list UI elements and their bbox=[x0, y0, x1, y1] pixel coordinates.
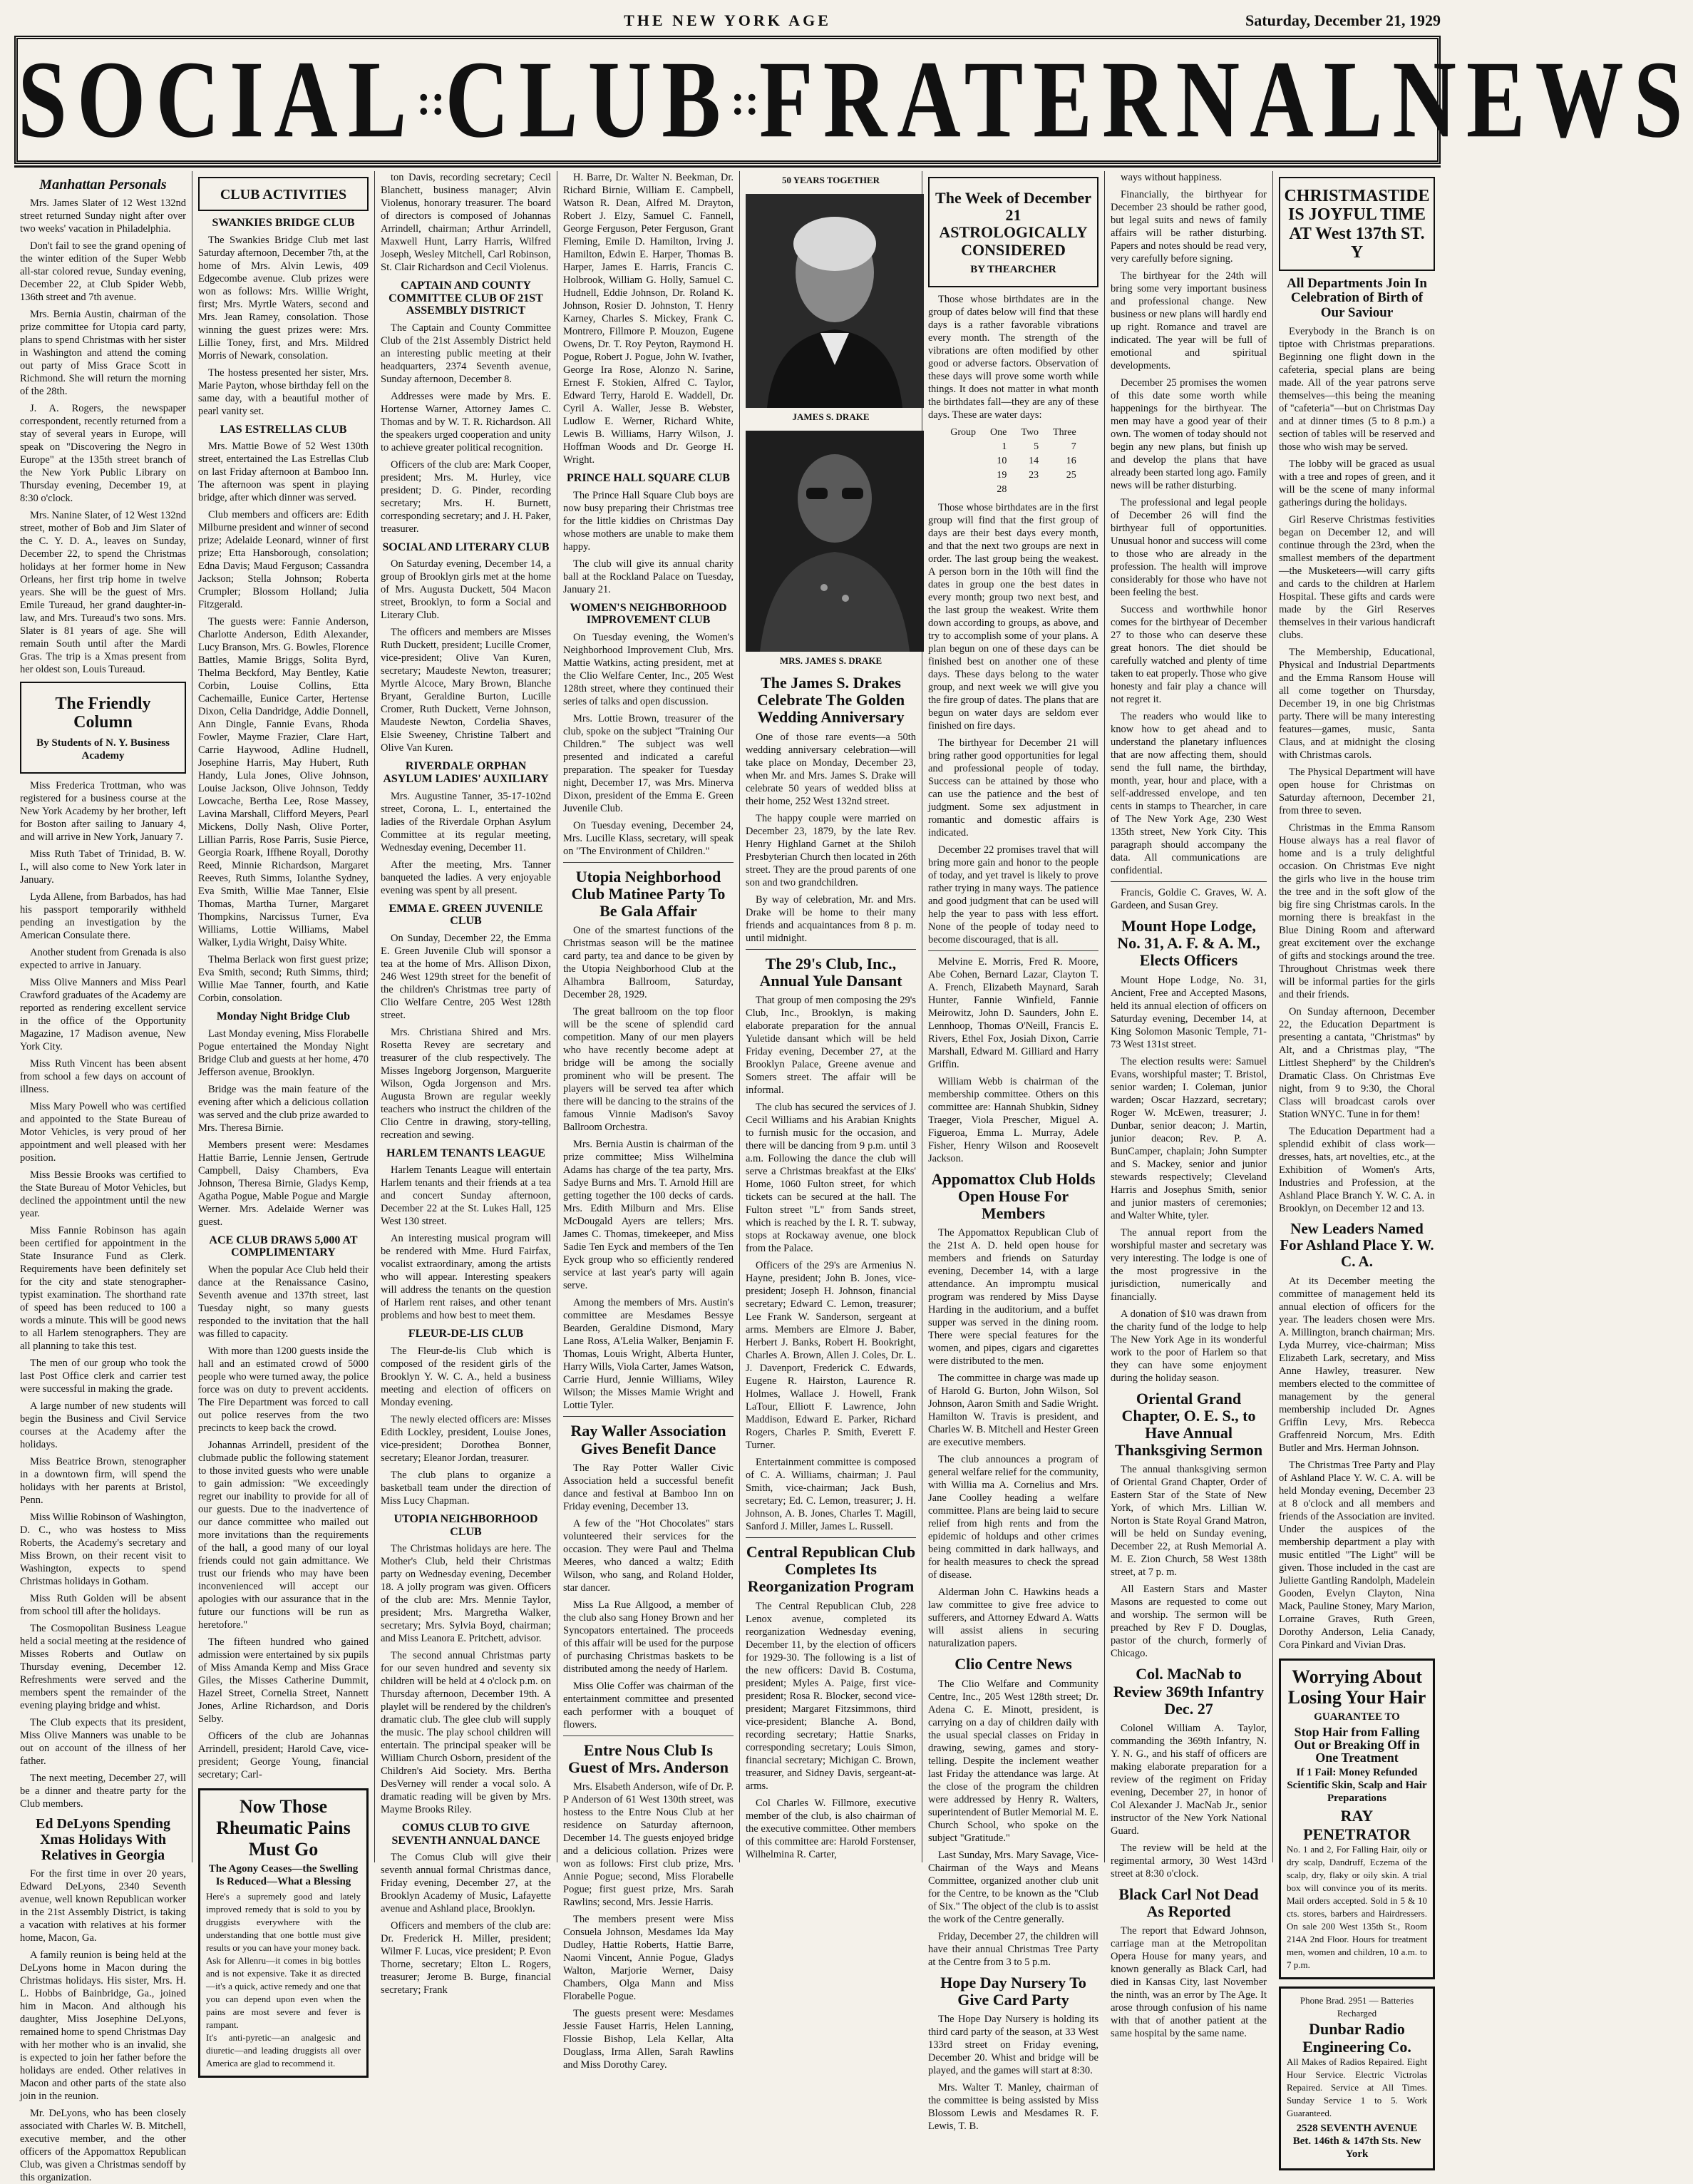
masthead-word-social: SOCIAL bbox=[18, 38, 417, 160]
ad-text: Ask for Allenru—it comes in big bottles and is not expensive. Take it as directed—it's a quick, active remedy and one that you can depend upon even when the pains are most severe and fever is rampant. bbox=[206, 1954, 361, 2030]
headline-appomattox: Appomattox Club Holds Open House For Members bbox=[931, 1169, 1096, 1223]
subhead-ace-club: ACE CLUB DRAWS 5,000 AT COMPLIMENTARY bbox=[209, 1234, 358, 1259]
headline-mount-hope: Mount Hope Lodge, No. 31, A. F. & A. M., Elects Officers bbox=[1117, 917, 1260, 970]
paragraph: The Central Republican Club, 228 Lenox avenue, completed its reorganization Wednesday evening, December 11, by the election of officers for 1929-30. The following is a list of the new officers: David B. Costuma, president; Myles A. Paige, first vice-president; Rosa R. Blocker, second vice-president; Margaret Fitzsimmons, third vice-president; Blanche A. Bond, recording secretary; Hattie Snarks, corresponding secretary; Louis Simon, financial secretary; Michigan C. Brown, treasurer, and Sidney Davis, sergeant-at-arms. bbox=[746, 1600, 916, 1792]
ad-phone: Phone Brad. 2951 — Batteries Recharged bbox=[1300, 1994, 1414, 2019]
paragraph: On Tuesday evening, December 24, Mrs. Lucille Klass, secretary, will speak on "The Environment of Children." bbox=[563, 819, 734, 857]
divider bbox=[746, 949, 916, 950]
paragraph: Among the members of Mrs. Austin's committee are Mesdames Bessye Bearden, Geraldine Dismond, Mary Lane Ross, A'Lelia Walker, Benjamin F. Thomas, Louis Wright, Alberta Hunter, Harry Wills, Viola Carter, James Watson, Carrie Hurd, Jennie Williams, Wiley Wilson; the Misses Mamie Wright and Lottie Tyler. bbox=[563, 1297, 734, 1412]
table-cell: 14 bbox=[1029, 455, 1039, 466]
paragraph: Those whose birthdates are in the first group will find that the first group of days are their best days every month, and that the next two groups are next in order. The last group being the weakest. A person born in the 10th will find the dates in group one the best dates in every month; group two next best, and the last group the weakest. Write them down according to groups, as above, and try to accomplish some of your plans. A plan begun on one of these days can be finished best on another one of these days. These days belong to the water group, and next week we will give you the fire group of dates. The plans that are begun on water days are seldom ever finished on fire days. bbox=[928, 501, 1098, 732]
ad-text: It's anti-pyretic—an analgesic and diuretic—and leading druggists all over America are glad to recommend it. bbox=[206, 2031, 361, 2068]
paragraph: The Clio Welfare and Community Centre, Inc., 205 West 128th street; Dr. Adena C. E. Minott, president, is carrying on a day of children daily with the usual special classes on Friday in drawing, sewing, games and story-telling. Despite the inclement weather last Friday the attendance was large. At the close of the program the children were addressed by Henry R. Walters, superintendent of Butler Memorial M. E. Church School, who spoke on the subject "Gratitude." bbox=[928, 1678, 1098, 1844]
table-cell: 23 bbox=[1029, 469, 1039, 481]
paragraph: The birthyear for the 24th will bring some very important business and professional change. New business or new plans will hardly end up right. Romance and travel are indicated. The year will be full of emotional and spiritual developments. bbox=[1111, 270, 1267, 371]
subhead-fleur-de-lis: FLEUR-DE-LIS CLUB bbox=[408, 1328, 524, 1340]
column-5 bbox=[740, 171, 922, 1862]
divider bbox=[746, 1537, 916, 1538]
paragraph: William Webb is chairman of the membership committee. Others on this committee are: Hannah Shubkin, Sidney Traeger, Viola Prescher, Miguel A. Figueroa, Emma L. Murray, Adele Fisher, Henry Wilson and Roosevelt Jackson. bbox=[928, 1075, 1098, 1164]
paragraph: The great ballroom on the top floor will be the scene of splendid card competition. Many of our men players who have recently become adept at bridge will be among the socially prominent who will be present. The players will be served tea after which there will be dancing to the strains of the famous Vinnie Madison's Savoy Ballroom Orchestra. bbox=[563, 1006, 734, 1134]
paragraph: After the meeting, Mrs. Tanner banqueted the ladies. A very enjoyable evening was spent by all present. bbox=[381, 858, 551, 896]
divider bbox=[1111, 881, 1267, 882]
headline-drakes: The James S. Drakes Celebrate The Golden Wedding Anniversary bbox=[756, 674, 905, 727]
paragraph: The fifteen hundred who gained admission were entertained by six pupils of Miss Amanda Kemp and Miss Grace Giles, the Misses Catherine Dummit, Hazel Street, Cornelia Street, Nannett Jones, Arline Richardson, and Doris Selby. bbox=[198, 1636, 369, 1725]
paragraph: Mrs. Walter T. Manley, chairman of the committee is being assisted by Miss Blossom Lewis and Mesdames R. F. Lewis, T. B. bbox=[928, 2081, 1098, 2132]
column-4 bbox=[557, 171, 740, 2071]
table-header-row bbox=[943, 426, 1083, 440]
paragraph: For the first time in over 20 years, Edward DeLyons, 2340 Seventh avenue, well known Republican worker in the 21st Assembly District, is taking a vacation with relatives at his former home, Macon, Ga. bbox=[20, 1867, 186, 1944]
table-cell bbox=[943, 468, 983, 483]
photo-header: 50 YEARS TOGETHER bbox=[781, 175, 880, 185]
rheumatic-ad bbox=[198, 1788, 369, 2078]
paragraph: Johannas Arrindell, president of the clubmade public the following statement to those invited guests who were unable to gain admission: "We exceedingly regret our inability to provide for all of our guests. Due to the inadvertence of our dance committee who mailed out more invitations than the requirements of the hall, a good many of our loyal friends could not gain admittance. We trust our friends who may have been inconvenienced will accept our apologies with our assurance that in the future our functions will be run as heretofore." bbox=[198, 1439, 369, 1631]
headline-astrology: The Week of December 21 ASTROLOGICALLY CONSIDERED bbox=[935, 189, 1091, 259]
paragraph: The committee in charge was made up of Harold G. Burton, John Wilson, Sol Johnson, Aaron Smith and Sadie Wright. Hamilton W. Travis is president, and Charles W. B. Mitchell and Hester Green are executive members. bbox=[928, 1373, 1098, 1449]
paragraph: The professional and legal people of December 26 will find the birthyear full of opportunities. Unusual honor and success will come to those who are already in the profession. The health will improve considerably for those who have not been feeling the best. bbox=[1111, 497, 1267, 598]
table-header-cell: Three bbox=[1053, 426, 1076, 438]
portrait-photo-james-drake bbox=[746, 194, 924, 408]
paragraph: Col Charles W. Fillmore, executive member of the club, is also chairman of the executive committee. Other members of this committee are: Harold Forstenser, Wilhelmina R. Carter, bbox=[746, 1797, 916, 1860]
paragraph: Bridge was the main feature of the evening after which a delicious collation was served and the club prize awarded to Mrs. Theresa Birnie. bbox=[198, 1083, 369, 1134]
paragraph: The Physical Department will have open house for Christmas on Saturday afternoon, December 21, from three to seven. bbox=[1279, 767, 1435, 817]
paragraph: The Captain and County Committee Club of the 21st Assembly District held an interesting public meeting at their headquarters, 2374 Seventh avenue, Sunday afternoon, December 8. bbox=[381, 322, 551, 385]
paragraph: J. A. Rogers, the newspaper correspondent, recently returned from a stay of several years in Europe, will speak on "Discovering the Negro in Europe" at the 135th street branch of the New York Public Library on Thursday evening, December 19, at 8:30 o'clock. bbox=[20, 403, 186, 504]
paragraph: Thelma Berlack won first guest prize; Eva Smith, second; Ruth Simms, third; Willie Mae Tanner, fourth, and Katie Corbin, consolation. bbox=[198, 954, 369, 1005]
paragraph: The club will give its annual charity ball at the Rockland Palace on Tuesday, January 21. bbox=[563, 558, 734, 595]
paragraph: Officers of the club are: Mark Cooper, president; Mrs. M. Hurley, vice president; D. G. Pinder, recording secretary; Mrs. H. Burnett, corresponding secretary; and J. H. Paker, treasurer. bbox=[381, 458, 551, 535]
table-header-cell: Group bbox=[950, 426, 977, 438]
paragraph: H. Barre, Dr. Walter N. Beekman, Dr. Richard Birnie, William E. Campbell, Watson R. Dean, Alfred M. Drayton, Robert J. Elzy, Samuel C. Fannell, George Ferguson, Peter Ferguson, Grant Fleming, Emile D. Hamilton, Irving J. Hamilton, Edwin E. Harper, Thomas B. Harper, James E. Harris, Francis C. Holbrook, William G. Holly, Samuel C. Hudnell, Eddie Johnson, Dr. Roland K. Johnson, Rosier D. Johnston, T. Henry Karney, Charles S. Mickey, Frank C. Montrero, Fillmore P. Mouzon, Eugene Owens, Dr. T. Roy Peyton, Raymond H. Pogue, Robert J. Pogue, John W. Ivather, George Ira Rose, Alonzo N. Sarine, Ernest F. Stokien, Alfred C. Taylor, Edward Terry, Harold E. Waddell, Dr. Cyril A. Waller, Jesse B. Webster, Ludlow E. Werner, Richard White, Lewis B. Williams, Harry Wilson, J. Hoffman Woods and Dr. George H. Wright. bbox=[563, 172, 734, 466]
headline-clio-centre: Clio Centre News bbox=[954, 1655, 1072, 1673]
paragraph: The Ray Potter Waller Civic Association held a successful benefit dance and festival at Bamboo Inn on Friday evening, December 13. bbox=[563, 1462, 734, 1512]
column-3 bbox=[375, 171, 557, 1996]
paragraph: The review will be held at the regimental armory, 30 West 143rd street at 8:30 o'clock. bbox=[1111, 1842, 1267, 1880]
headline-macnab: Col. MacNab to Review 369th Infantry Dec. 27 bbox=[1113, 1665, 1265, 1718]
paragraph: Harlem Tenants League will entertain Harlem tenants and their friends at a tea and concert Sunday afternoon, December 22 at the St. Lukes Hall, 125 West 130 street. bbox=[381, 1164, 551, 1228]
column-2 bbox=[192, 171, 375, 2068]
headline-entre-nous: Entre Nous Club Is Guest of Mrs. Anderson bbox=[568, 1740, 729, 1776]
paragraph: One of those rare events—a 50th wedding anniversary celebration—will take place on Monday, December 23, when Mr. and Mrs. James S. Drake will celebrate 50 years of wedded bliss at their home, 252 West 132nd street. bbox=[746, 731, 916, 807]
ad-headline: Now Those Rheumatic Pains Must Go bbox=[216, 1795, 351, 1860]
paragraph: The second annual Christmas party for our seven hundred and seventy six children will be held at 4 o'clock p.m. on Thursday afternoon, December 19th. A playlet will be rendered by the children's dramatic club. The glee club will supply the music. The play school children will entertain. The principal speaker will be William Church Osborn, president of the Children's Aid Society. Mrs. Bertha DesVerney will render a vocal solo. A dramatic reading will be given by Mrs. Mayme Brooks Riley. bbox=[381, 1650, 551, 1816]
paragraph: The happy couple were married on December 23, 1879, by the late Rev. Henry Highland Garnet at the Shiloh Presbyterian Church then located in 26th street. They are the proud parents of one son and two grandchildren. bbox=[746, 812, 916, 888]
headline-club-activities: CLUB ACTIVITIES bbox=[220, 187, 347, 202]
paragraph: On Tuesday evening, the Women's Neighborhood Improvement Club, Mrs. Mattie Watkins, acting president, met at the Clio Welfare Center, Inc., 205 West 128th street, where they continued their series of talks and open discussion. bbox=[563, 631, 734, 707]
ad-text: No. 1 and 2, For Falling Hair, oily or dry scalp, Dandruff, Eczema of the scalp, dry, flaky or oily skin. A trial box will convince you of its merits. Mail orders accepted. Sold in 5 & 10 cts. stores, barbers and Hairdressers. On sale 200 West 135th St., Room 214A 2nd Floor. Hours for treatment men, women and children, 10 a.m. to 7 p.m. bbox=[1287, 1843, 1427, 1970]
table-row bbox=[943, 440, 1083, 454]
column-1 bbox=[14, 171, 192, 2183]
table-cell: 5 bbox=[1034, 441, 1039, 452]
paragraph: Last Sunday, Mrs. Mary Savage, Vice-Chairman of the Ways and Means Committee, organized another club unit for the Centre, to be known as the "Club of Six." The object of the club is to assist the work of the Centre generally. bbox=[928, 1849, 1098, 1925]
subhead-comus: COMUS CLUB TO GIVE SEVENTH ANNUAL DANCE bbox=[391, 1822, 540, 1847]
paragraph: A few of the "Hot Chocolates" stars volunteered their services for the occasion. They were Paul and Thelma Meeres, who danced a waltz; Edith Wilson, who sang, and Roland Holder, star dancer. bbox=[563, 1517, 734, 1594]
paragraph: On Sunday afternoon, December 22, the Education Department is presenting a cantata, "Christmas" by Alt, and a Christmas play, "The Littlest Shepherd" by the Children's Dramatic Class. On Christmas Eve night, from 9 to 9:30, the Choral Class will broadcast carols over Station WNYC. Tune in for them! bbox=[1279, 1006, 1435, 1121]
paragraph: The guests present were: Mesdames Jessie Fauset Harris, Helen Lanning, Flossie Bishop, Lela Kellar, Alta Douglass, Irma Allen, Sarah Rawlins and Miss Dorothy Carey. bbox=[563, 2008, 734, 2071]
paragraph: A family reunion is being held at the DeLyons home in Macon during the Christmas holidays. His sister, Mrs. H. L. Hobbs of Bainbridge, Ga., joined him in Macon. And although his daughter, Miss Josephine DeLyons, remained home to spend Christmas Day with her mother who is an invalid, she is expected to join her father before the holidays are ended. Other relatives in Macon and other parts of the state also join in the reunion. bbox=[20, 1949, 186, 2102]
paragraph: With more than 1200 guests inside the hall and an estimated crowd of 5000 people who were turned away, the police force was on duty to prevent accidents. The Fire Department was forced to call out police reserves from the two precincts to keep back the crowd. bbox=[198, 1345, 369, 1434]
paragraph: Members present were: Mesdames Hattie Barrie, Lennie Jensen, Gertrude Campbell, Daisy Chambers, Eva Johnson, Theresa Birnie, Gladys Kemp, Agatha Pogue, Mable Pogue and Margie Werner. Mrs. Adelaide Werner was guest. bbox=[198, 1139, 369, 1228]
masthead-separator: :: bbox=[416, 76, 446, 123]
subhead-social-literary: SOCIAL AND LITERARY CLUB bbox=[382, 540, 550, 553]
paragraph: December 25 promises the women of this date some worth while happenings for the birthyear. The men may have a good year of their own. The women of today should not begin any new plans, but finish up and develop the plans that have already been started long ago. Family news will be rather disturbing. bbox=[1111, 377, 1267, 491]
paragraph: The lobby will be graced as usual with a tree and ropes of green, and it will be the scene of many informal gatherings during the holidays. bbox=[1279, 458, 1435, 509]
paragraph: The Swankies Bridge Club met last Saturday afternoon, December 7th, at the home of Mrs. Alvin Lewis, 409 Edgecombe avenue. Club prizes were won as follows: Mrs. Willie Wright, first; Mrs. Myrtle Waters, second and Mrs. Jean Ramey, consolation. Those winning the guest prizes were: Mrs. Lillie Toney, first, and Mrs. Mildred Morris of Newark, consolation. bbox=[198, 234, 369, 362]
paragraph: At its December meeting the committee of management held its annual election of officers for the year. The leaders chosen were Mrs. A. Millington, branch chairman; Mrs. Lyda Murrey, vice-chairman; Miss Elizabeth Lark, secretary, and Miss Anne Hawley, treasurer. New members elected to the committee of management by the general membership included Dr. Agnes Griffin Levy, Mrs. Rebecca Graffenreid Norcum, Mrs. Edith Butler and Mrs. Herman Johnson. bbox=[1279, 1275, 1435, 1454]
table-row bbox=[943, 454, 1083, 468]
paragraph: Mrs. Nanine Slater, of 12 West 132nd street, mother of Bob and Jim Slater of the C. Y. D. A., leaves on Sunday, December 22, to spend the Christmas holidays at her former home in New Orleans, her first trip home in twelve years. She will be the guest of Mrs. Emile Tureaud, her grand daughter-in-law, and Mrs. Tureaud's two sons. Mrs. Slater is 81 years of age. She will remain South until after the Mardi Gras. The trip is a Xmas present from her oldest son, Louis Tureaud. bbox=[20, 510, 186, 675]
paragraph: The club has secured the services of J. Cecil Williams and his Arabian Knights to furnish music for the occasion, and there will be dancing from 9 p.m. until 3 a.m. Following the dance the club will serve a Christmas breakfast at the Elks' Home, 1060 Fulton street, for which tickets can be secured at the hall. The Fulton street "L" from Sands street, which is reached by the I. R. T. subway, stops at Rockaway avenue, one block from the Palace. bbox=[746, 1101, 916, 1254]
paragraph: The annual report from the worshipful master and secretary was very interesting. The lodge is one of the most progressive in the jurisdiction, numerically and financially. bbox=[1111, 1226, 1267, 1303]
photo-caption: JAMES S. DRAKE bbox=[792, 411, 870, 422]
table-row bbox=[943, 483, 1083, 497]
headline-oriental-chapter: Oriental Grand Chapter, O. E. S., to Have Annual Thanksgiving Sermon bbox=[1114, 1389, 1263, 1460]
paragraph: Mrs. Bernia Austin, chairman of the prize committee for Utopia card party, plans to spend Christmas with her sister in Washington and attend the coming out party of Miss Grace Scott in Richmond. She will return the morning of the 28th. bbox=[20, 309, 186, 397]
friendly-column-box bbox=[20, 682, 186, 774]
masthead-word-news: NEWS bbox=[1392, 38, 1693, 160]
table-cell: 1 bbox=[1002, 441, 1007, 452]
column-8 bbox=[1273, 171, 1441, 2160]
headline-29s-club: The 29's Club, Inc., Annual Yule Dansant bbox=[759, 954, 902, 990]
table-cell bbox=[943, 454, 983, 468]
photo-caption: MRS. JAMES S. DRAKE bbox=[779, 655, 882, 666]
headline-central-republican: Central Republican Club Completes Its Reorganization Program bbox=[746, 1542, 916, 1596]
divider bbox=[563, 1416, 734, 1417]
ad-line: GUARANTEE TO bbox=[1314, 1711, 1400, 1723]
ad-subhead: The Agony Ceases—the Swelling Is Reduced—What a Blessing bbox=[208, 1862, 359, 1887]
paragraph: One of the smartest functions of the Christmas season will be the matinee card party, tea and dance to be given by the Utopia Neighborhood Club at the Alhambra Ballroom, Saturday, December 28, 1929. bbox=[563, 925, 734, 1001]
headline-ray-waller: Ray Waller Association Gives Benefit Dance bbox=[570, 1422, 726, 1457]
ad-product-name: RAY PENETRATOR bbox=[1303, 1807, 1411, 1843]
portrait-image bbox=[746, 431, 924, 652]
ad-headline: Worrying About Losing Your Hair bbox=[1287, 1666, 1426, 1708]
astrology-box bbox=[928, 177, 1098, 287]
paragraph: Mount Hope Lodge, No. 31, Ancient, Free and Accepted Masons, held its annual election of officers on Saturday evening, December 14, at King Solomon Masonic Temple, 71-73 West 131st street. bbox=[1111, 974, 1267, 1050]
paragraph: Those whose birthdates are in the group of dates below will find that these days is a rather favorable vibrations every month. The strength of the vibrations are often modified by other good or adverse factors. Observation of these days will prove some worth while things. It does not matter in what month the birthdates fall—they are any of these days. These are water days: bbox=[928, 293, 1098, 421]
table-cell bbox=[1014, 483, 1046, 497]
paragraph: Miss Willie Robinson of Washington, D. C., who was hostess to Miss Roberts, the Academy's secretary and Miss Brown, on their recent visit to Washington, expects to spend Christmas holidays in Gotham. bbox=[20, 1511, 186, 1587]
paragraph: Mr. DeLyons, who has been closely associated with Charles W. B. Mitchell, executive member, and the other officers of the Appomattox Republican Club, was given a Christmas sendoff by this organization. bbox=[20, 2107, 186, 2183]
subhead-estrellas: LAS ESTRELLAS CLUB bbox=[220, 423, 347, 436]
paragraph: Lyda Allene, from Barbados, has had his passport temporarily withheld pending an investigation by the American Consulate there. bbox=[20, 891, 186, 941]
headline-utopia-matinee: Utopia Neighborhood Club Matinee Party To Be Gala Affair bbox=[571, 867, 726, 921]
paragraph: The birthyear for December 21 will bring rather good opportunities for legal and professional people of today. Success can be attained by those who can use the patience and the best of judgment. Some sex adjustment in romantic and domestic affairs is indicated. bbox=[928, 737, 1098, 839]
headline-christmastide: CHRISTMASTIDE IS JOYFUL TIME AT West 137th ST. Y bbox=[1284, 187, 1430, 262]
paragraph: December 22 promises travel that will bring more gain and honor to the people of today, and yet travel is likely to prove rather trying in many ways. The patience and good judgment that can be used will help the year to pass with less effort. None of the people of today need to become discouraged, that is all. bbox=[928, 844, 1098, 945]
paragraph: Mrs. Augustine Tanner, 35-17-102nd street, Corona, L. I., entertained the ladies of the Riverdale Orphan Asylum Committee at its regular meeting, Wednesday evening, December 11. bbox=[381, 790, 551, 853]
paragraph: The hostess presented her sister, Mrs. Marie Payton, whose birthday fell on the same day, with a beautiful mother of pearl vanity set. bbox=[198, 366, 369, 417]
paragraph: The readers who would like to know how to get ahead and to understand the planetary influences that are now affecting them, should send the full name, the birthday, month, year, hour and place, with a self-addressed envelope, and ten cents in stamps to Thearcher, in care of The New York Age, 230 West 135th street, New York City. This paragraph should accompany the data. All communications are confidential. bbox=[1111, 711, 1267, 876]
masthead-separator: :: bbox=[730, 76, 759, 123]
divider bbox=[928, 950, 1098, 951]
ad-line: If 1 Fail: Money Refunded Scientific Skin, Scalp and Hair Preparations bbox=[1287, 1767, 1427, 1805]
masthead-rule bbox=[14, 165, 1441, 168]
paragraph: Mrs. Bernia Austin is chairman of the prize committee; Miss Wilhelmina Adams has charge of the tea party, Mrs. Sadye Burns and Mrs. T. Arnold Hill are getting together the 100 decks of cards. Mrs. Edith Milburn and Mrs. Elise McDougald Ayers are tellers; Mrs. James C. Thomas, timekeeper, and Miss Sadie Ten Eyck and members of the Ten Eyck group who so efficiently rendered service at last year's party will again serve. bbox=[563, 1139, 734, 1292]
headline-delyons: Ed DeLyons Spending Xmas Holidays With Relatives in Georgia bbox=[36, 1815, 170, 1863]
paragraph: The officers and members are Misses Ruth Duckett, president; Lucille Cromer, vice-president; Olive Van Kuren, secretary; Maudeste Newton, treasurer; Myrtle Alcoce, Mary Brown, Blanche Bryant, Geraldine Burton, Lucille Cromer, Ruth Duckett, Verne Johnson, Maudeste Newton, Cordelia Shaves, Elsie Sweeney, Christine Talbert and Olive Van Kuren. bbox=[381, 627, 551, 754]
headline-ashland-place: New Leaders Named For Ashland Place Y. W. C. A. bbox=[1280, 1220, 1434, 1271]
issue-date: Saturday, December 21, 1929 bbox=[1245, 11, 1441, 29]
paragraph: The annual thanksgiving sermon of Oriental Grand Chapter, Order of Eastern Star of the State of New York, of which Mrs. Lillian W. Norton is State Royal Grand Matron, will be held on Sunday evening, December 22, at Rush Memorial A. M. E. Zion Church, 58 West 138th street, at 7 p. m. bbox=[1111, 1464, 1267, 1579]
ad-line: Stop Hair from Falling Out or Breaking Off in One Treatment bbox=[1294, 1725, 1420, 1765]
paragraph: Mrs. Mattie Bowe of 52 West 130th street, entertained the Las Estrellas Club on last Friday afternoon at Bamboo Inn. The afternoon was spent in playing bridge, after which dinner was served. bbox=[198, 441, 369, 504]
ad-text: Here's a supremely good and lately improved remedy that is sold to you by druggists everywhere with the understanding that one bottle must give results or you can have your money back. bbox=[206, 1890, 361, 1953]
table-cell bbox=[943, 440, 983, 454]
ad-address: 2528 SEVENTH AVENUE Bet. 146th & 147th Sts. New York bbox=[1292, 2123, 1421, 2160]
paragraph: Mrs. Lottie Brown, treasurer of the club, spoke on the subject "Training Our Children." The subject was well presented and indicated a careful preparation. The speaker for Tuesday night, December 17, was Mrs. Minerva Dixon, president of the Emma E. Green Juvenile Club. bbox=[563, 712, 734, 814]
table-cell: 25 bbox=[1066, 469, 1076, 481]
paragraph: Officers of the 29's are Armenius N. Hayne, president; John B. Jones, vice-president; Joseph H. Johnson, financial secretary; Edward C. Lemon, treasurer; Lee Frank W. Sanderson, sergeant at arms. Members are Elmore J. Baber, Herbert J. Banks, Robert H. Bookright, Charles A. Brown, Allen J. Coles, Dr. L. J. Davenport, Frederick C. Edwards, Eugene R. Hairston, Laurence R. Holmes, Wallace J. Howell, Frank LaTour, Elliott F. Lawrence, John Maddison, Edward E. Parker, Richard Rogers, Charles P. Smith, Everett F. Turner. bbox=[746, 1259, 916, 1451]
club-activities-box bbox=[198, 177, 369, 211]
paragraph: Miss Ruth Golden will be absent from school till after the holidays. bbox=[20, 1592, 186, 1617]
paragraph: Officers and members of the club are: Dr. Frederick H. Miller, president; Wilmer F. Lucas, vice president; P. Evon Thorne, secretary; Elton L. Rogers, treasurer; Jerome B. Burge, financial secretary; Frank bbox=[381, 1920, 551, 1996]
table-cell: 19 bbox=[997, 469, 1007, 481]
paragraph: The Comus Club will give their seventh annual formal Christmas dance, Friday evening, December 27, at the Brooklyn Academy of Music, Lafayette avenue and Ashland place, Brooklyn. bbox=[381, 1852, 551, 1915]
paragraph: By way of celebration, Mr. and Mrs. Drake will be home to their many friends and acquaintances from 8 p. m. until midnight. bbox=[746, 893, 916, 944]
subhead-captain-county: CAPTAIN AND COUNTY COMMITTEE CLUB OF 21ST ASSEMBLY DISTRICT bbox=[388, 280, 543, 317]
paragraph: Entertainment committee is composed of C. A. Williams, chairman; J. Paul Smith, vice-chairman; Jack Bush, secretary; Ed. C. Lemon, treasurer; J. H. Johnson, A. B. Jones, Charles T. Magill, Sanford J. Miller, James L. Russell. bbox=[746, 1456, 916, 1532]
ad-text: All Makes of Radios Repaired. Eight Hour Service. Electric Victrolas Repaired. Service at All Times. Sunday Service 1 to 5. Work Guaranteed. bbox=[1287, 2056, 1427, 2119]
paragraph: Everybody in the Branch is on tiptoe with Christmas preparations. Beginning one flight down in the cafeteria, special plans are being made. All of the year patrons serve themselves—this being the meaning of "cafeteria"—but on Christmas Day and at dinner times (5 to 8 p.m.) a section of tables will be reserved and those who wish may be served. bbox=[1279, 326, 1435, 453]
paragraph: The guests were: Fannie Anderson, Charlotte Anderson, Edith Alexander, Lucy Branson, Mrs. G. Bowles, Florence Battles, Mamie Briggs, Solita Byrd, Thelma Beckford, May Bentley, Katie Corbin, Louise Collins, Etta Cachemaille, Eunice Carter, Hertense Dixon, Celia Dandridge, Addie Donnell, Ann Dingle, Fannie Evans, Rhoda Fowler, Mayme Frazier, Clare Hart, Carrie Haywood, Adline Hudnell, Josephine Harris, May Hubert, Ruth Handy, Lula Jones, Olive Johnson, Louise Jackson, Olive Johnson, Teddy Lowcache, Bertha Lee, Rose Massey, Lavina Marshall, Clifford Meyers, Pearl Mickens, Dolly Nash, Olive Porter, Lillian Parris, Rose Parris, Susie Pierce, Georgia Roark, Iffhene Royall, Dorothy Reed, Minnie Richardson, Margaret Reeves, Ruth Simms, Iolanthe Sydney, Eva Smith, Willie Mae Tanner, Elsie Thomas, Martha Turner, Margaret Thompkins, Narcissus Turner, Eva Williams, Lottie Williams, Mabel Walker, Lydia Wright, Daisy White. bbox=[198, 616, 369, 949]
table-cell bbox=[943, 483, 983, 497]
running-head bbox=[14, 6, 1441, 34]
paragraph: The Membership, Educational, Physical and Industrial Departments and the Emma Ransom House will all come together on Thursday, December 19, in one big Christmas party. There will be many interesting features—games, music, Santa Claus, and at midnight the closing with Christmas carols. bbox=[1279, 647, 1435, 762]
table-row bbox=[943, 468, 1083, 483]
table-cell bbox=[1046, 483, 1084, 497]
paragraph: Miss Ruth Tabet of Trinidad, B. W. I., will also come to New York later in January. bbox=[20, 848, 186, 886]
masthead-word-fraternal: FRATERNAL bbox=[758, 38, 1393, 160]
paragraph: The club plans to organize a basketball team under the direction of Miss Lucy Chapman. bbox=[381, 1469, 551, 1507]
paragraph: ton Davis, recording secretary; Cecil Blanchett, business manager; Alvin Violenus, honorary treasurer. The board of directors is composed of Johannas Arrindell, chairman; Arthur Arrindell, Maxwell Hunt, Larry Harris, Wilfred Joseph, Wesley Mitchell, Carl Robinson, St. Clair Richardson and Cecil Violenus. bbox=[381, 172, 551, 273]
paragraph: All Eastern Stars and Master Masons are requested to come out and worship. The sermon will be preached by Rev F D. Douglas, pastor of the church, formerly of Chicago. bbox=[1111, 1584, 1267, 1660]
table-header-cell: Two bbox=[1021, 426, 1039, 438]
paragraph: ways without happiness. bbox=[1121, 172, 1223, 183]
paragraph: Miss Frederica Trottman, who was registered for a business course at the New York Academy by her brother, left for Boston after sailing to January 4, and will arrive in New York, January 7. bbox=[20, 779, 186, 843]
subhead-riverdale: RIVERDALE ORPHAN ASYLUM LADIES' AUXILIARY bbox=[383, 760, 549, 785]
paragraph: Alderman John C. Hawkins heads a law committee to give free advice to sufferers, and Attorney Edward A. Watts will assist aliens in securing naturalization papers. bbox=[928, 1586, 1098, 1650]
masthead bbox=[14, 36, 1693, 164]
paragraph: Miss Mary Powell who was certified and appointed to the State Bureau of Motor Vehicles, is very proud of her appointment and well pleased with her position. bbox=[20, 1100, 186, 1164]
paragraph: Club members and officers are: Edith Milburne president and winner of second prize; Adelaide Leonard, winner of first prize; Etta Hansborough, consolation; Edna Davis; Maud Ferguson; Cassandra Jackson; Stella Johnson; Roberta Crumpler; Blossom Holland; Julia Fitzgerald. bbox=[198, 509, 369, 611]
paragraph: The members present were Miss Consuela Johnson, Mesdames Ida May Dudley, Hattie Roberts, Hattie Barre, Naomi Vincent, Annie Pogue, Gladys Walton, Marjorie Werner, Daisy Chambers, Olga Mann and Miss Florabelle Pogue. bbox=[563, 1914, 734, 2003]
byline: BY THEARCHER bbox=[970, 263, 1056, 275]
paragraph: Officers of the club are Johannas Arrindell, president; Harold Cave, vice-president; George Young, financial secretary; Carl- bbox=[198, 1730, 369, 1780]
paragraph: Addresses were made by Mrs. E. Hortense Warner, Attorney James C. Thomas and by W. T. R. Richardson. All the speakers urged cooperation and unity to achieve greater political recognition. bbox=[381, 390, 551, 453]
paragraph: The Christmas holidays are here. The Mother's Club, held their Christmas party on Wednesday evening, December 18. A jolly program was given. Officers of the club are: Mrs. Mennie Taylor, president; Mrs. Margretha Walker, secretary; Mrs. Sylvia Boyd, chairman; and Miss Leanora E. Pritchett, advisor. bbox=[381, 1543, 551, 1645]
paragraph: The next meeting, December 27, will be a dinner and theatre party for the Club members. bbox=[20, 1772, 186, 1810]
paragraph: The report that Edward Johnson, carriage man at the Metropolitan Opera House for many years, and known generally as Black Carl, had died in Kansas City, last November the ninth, was an error by The Age. It arose through confusion of his name with that of another patient at the same hospital by the same name. bbox=[1111, 1925, 1267, 2040]
table-cell: 10 bbox=[997, 455, 1007, 466]
water-days-table bbox=[943, 426, 1083, 497]
table-cell: 28 bbox=[997, 483, 1007, 495]
paragraph: Melvine E. Morris, Fred R. Moore, Abe Cohen, Bernard Lazar, Clayton T. A. French, Elizabeth Maynard, Sarah Hunter, Fannie Winfield, Fannie Meirowitz, John D. Saunders, John E. Lennhoop, Thomas O'Neill, Francis E. Rivers, Ethel Fox, Josiah Dixon, Carrie Marshall, Edward M. Gilliard and Harry Griffin. bbox=[928, 955, 1098, 1070]
paragraph: Mrs. Christiana Shired and Mrs. Rosetta Revey are secretary and treasurer of the club respectively. The Misses Ingeborg Jorgenson, Marguerite Wilson, Ogda Jorgenson and Mrs. Augusta Brown are regular weekly teachers who instruct the children of the Clio Centre in drawing, story-telling, recreation and sewing. bbox=[381, 1026, 551, 1141]
paragraph: Christmas in the Emma Ransom House always has a real flavor of home and is a truly delightful occasion. On Christmas Eve night the girls who live in the house trim the tree and in the soft glow of the big fire sing Christmas carols. In the morning there is breakfast in the Blue Dining Room and afterward great excitement over the exchange of gifts and stockings around the tree. Throughout Christmas week there will be informal parties for the girls and their friends. bbox=[1279, 822, 1435, 1001]
table-header-cell: One bbox=[990, 426, 1007, 438]
paragraph: Miss Olie Coffer was chairman of the entertainment committee and presented each performer with a bouquet of flowers. bbox=[563, 1680, 734, 1731]
paragraph: Miss Bessie Brooks was certified to the State Bureau of Motor Vehicles, but declined the appointment until the new year. bbox=[20, 1169, 186, 1219]
paragraph: The Christmas Tree Party and Play of Ashland Place Y. W. C. A. will be held Monday evening, December 23 at 8 o'clock and all members and friends of the Association are invited. Under the auspices of the membership department a play with music entitled "The Light" will be given. Those included in the cast are Juliette Gantling Randolph, Madelein Gooden, Evelyn Clayton, Nina Mack, Pauline Stoney, Mary Marion, Lorraine Graves, Ruth Green, Dorothy Anderson, Lelia Canady, Cora Pinkard and Vivian Dras. bbox=[1279, 1459, 1435, 1651]
column-6 bbox=[922, 171, 1105, 2132]
masthead-word-club: CLUB bbox=[445, 38, 731, 160]
headline-black-carl: Black Carl Not Dead As Reported bbox=[1118, 1885, 1259, 1921]
paragraph: An interesting musical program will be rendered with Mme. Hurd Fairfax, vocalist extraordinary, among the artists who will appear. Interesting speakers will address the tenants on the question of Harlem rent raises, and other tenant problems and how best to meet them. bbox=[381, 1233, 551, 1322]
paragraph: On Sunday, December 22, the Emma E. Green Juvenile Club will sponsor a tea at the home of Mrs. Allison Dixon, 246 West 129th street for the benefit of the children's Christmas tree party of Clio Welfare Centre, 205 West 128th street. bbox=[381, 932, 551, 1021]
paragraph: The Club expects that its president, Miss Olive Manners was unable to be out on account of the illness of her father. bbox=[20, 1716, 186, 1767]
headline-hope-nursery: Hope Day Nursery To Give Card Party bbox=[940, 1973, 1086, 2009]
paragraph: Colonel William A. Taylor, commanding the 369th Infantry, N. Y. N. G., and his staff of officers are making elaborate preparation for a review of the regiment on Friday evening, December 27, in honor of Col Alexander J. MacNab Jr., senior instructor of the New York National Guard. bbox=[1111, 1722, 1267, 1837]
paragraph: The club announces a program of general welfare relief for the community, with Willia ma A. Cornelius and Mrs. Jane Coolley heading a welfare committee. Plans are being laid to secure relief from high rents and from the epidemic of holdups and other crimes being committed in dark hallways, and for health measures to check the spread of disease. bbox=[928, 1454, 1098, 1581]
paragraph: Mrs. Elsabeth Anderson, wife of Dr. P. P Anderson of 61 West 130th street, was hostess to the Entre Nous Club at her residence on Saturday afternoon, December 14. The guests enjoyed bridge and a delicious collation. Prizes were won as follows: First club prize, Mrs. Annie Pogue; second, Miss Florabelle Pogue; first guest prize, Mrs. Sarah Rawlins; second, Mrs. Jessie Harris. bbox=[563, 1781, 734, 1909]
paragraph: Don't fail to see the grand opening of the winter edition of the Super Webb all-star colored revue, Sunday evening, December 22, at Club Spider Webb, 136th street and 7th avenue. bbox=[20, 240, 186, 303]
subhead-monday-bridge: Monday Night Bridge Club bbox=[216, 1010, 351, 1023]
paragraph: The election results were: Samuel Evans, worshipful master; T. Bristol, senior warden; I. Coleman, junior warden; Oscar Hazzard, secretary; Roger W. McEwen, treasurer; J. Dunbar, senior deacon; J. Martin, junior deacon; Rev. P. A. BunCamper, chaplain; John Sumpter and S. Mackey, senior and junior stewards respectively; Cleveland Harris and Josephus Smith, senior and junior masters of ceremonies; and Walter White, tyler. bbox=[1111, 1055, 1267, 1221]
paragraph: Mrs. James Slater of 12 West 132nd street returned Sunday night after over two weeks' vacation in Philadelphia. bbox=[20, 198, 186, 235]
paragraph: The newly elected officers are: Misses Edith Lockley, president, Louise Jones, vice-president; Dorothea Bonner, secretary; Eleanor Jordan, treasurer. bbox=[381, 1413, 551, 1464]
hair-ad bbox=[1279, 1658, 1435, 1979]
paragraph: Miss Fannie Robinson has again been certified for appointment in the State Insurance Fund as Clerk. Requirements have been definitely set for the city and state stenographer-typist examination. The shorthand rate of speed has been reduced to 100 a words a minute. This will be good news to all Harlem stenographers. They are all planning to take this test. bbox=[20, 1224, 186, 1352]
paragraph: Miss La Rue Allgood, a member of the club also sang Honey Brown and her Syncopators entertained. The proceeds of this affair will be used for the purpose of purchasing Christmas baskets to be distributed among the needy of Harlem. bbox=[563, 1599, 734, 1675]
paragraph: That group of men composing the 29's Club, Inc., Brooklyn, is making elaborate preparation for the annual Yuletide dansant which will be held Friday evening, December 27, at the Brooklyn Palace, Greene avenue and Somers street. The affair will be informal. bbox=[746, 994, 916, 1096]
paragraph: Last Monday evening, Miss Florabelle Pogue entertained the Monday Night Bridge Club and guests at her home, 470 Jefferson avenue, Brooklyn. bbox=[198, 1027, 369, 1078]
paper-name: THE NEW YORK AGE bbox=[624, 11, 831, 29]
paragraph: Friday, December 27, the children will have their annual Christmas Tree Party at the Centre from 3 to 5 p.m. bbox=[928, 1930, 1098, 1968]
paragraph: Miss Ruth Vincent has been absent from school a few days on account of illness. bbox=[20, 1057, 186, 1095]
paragraph: Miss Olive Manners and Miss Pearl Crawford graduates of the Academy are reported as rendering excellent service in the office of the Opportunity Magazine, 17 Madison avenue, New York City. bbox=[20, 976, 186, 1052]
table-cell: 16 bbox=[1066, 455, 1076, 466]
paragraph: The Cosmopolitan Business League held a social meeting at the residence of Misses Roberts and Outlaw on Thursday evening, December 12. Refreshments were served and the members spent the remainder of the evening playing bridge and whist. bbox=[20, 1622, 186, 1711]
divider bbox=[563, 862, 734, 863]
paragraph: Another student from Grenada is also expected to arrive in January. bbox=[20, 946, 186, 971]
paragraph: Francis, Goldie C. Graves, W. A. Gardeen, and Susan Grey. bbox=[1111, 887, 1267, 911]
paragraph: The Hope Day Nursery is holding its third card party of the season, at 33 West 133rd street on Friday evening, December 20. Whist and bridge will be played, and the games will start at 8:30. bbox=[928, 2013, 1098, 2076]
paragraph: The Prince Hall Square Club boys are now busy preparing their Christmas tree for the little kiddies on Christmas Day whose mothers are unable to make them happy. bbox=[563, 489, 734, 553]
column-7 bbox=[1105, 171, 1273, 2040]
radio-ad bbox=[1279, 1986, 1435, 2171]
paragraph: The Appomattox Republican Club of the 21st A. D. held open house for members and friends on Saturday evening, December 14, with a large attendance. An impromptu musical program was rendered by Miss Dayse Harding in the auditorium, and a buffet supper was served in the dining room. There were special features for the women, and pipes, cigars and cigarettes were distributed to the men. bbox=[928, 1227, 1098, 1368]
headline-manhattan-personals: Manhattan Personals bbox=[39, 177, 167, 193]
byline: By Students of N. Y. Business Academy bbox=[36, 737, 170, 762]
portrait-photo-mrs-drake bbox=[746, 431, 924, 652]
subhead-swankies: SWANKIES BRIDGE CLUB bbox=[212, 217, 355, 229]
ad-headline: Dunbar Radio Engineering Co. bbox=[1302, 2019, 1411, 2056]
subhead-departments: All Departments Join In Celebration of Birth of Our Saviour bbox=[1287, 275, 1427, 321]
subhead-emma-green: EMMA E. GREEN JUVENILE CLUB bbox=[388, 902, 543, 928]
christmastide-box bbox=[1279, 177, 1435, 271]
paragraph: When the popular Ace Club held their dance at the Renaissance Casino, Seventh avenue and 137th street, last Tuesday night, so many guests responded to the invitation that the hall was filled to capacity. bbox=[198, 1263, 369, 1340]
paragraph: A donation of $10 was drawn from the charity fund of the lodge to help The New York Age in its wonderful work to the poor of Harlem so that they can have some enjoyment during the holiday season. bbox=[1111, 1308, 1267, 1384]
subhead-utopia: UTOPIA NEIGHBORHOOD CLUB bbox=[393, 1512, 538, 1538]
headline-friendly-column: The Friendly Column bbox=[55, 694, 151, 732]
subhead-prince-hall: PRINCE HALL SQUARE CLUB bbox=[567, 472, 730, 484]
paragraph: Girl Reserve Christmas festivities began on December 12, and will continue through the 23rd, when the smallest members of the department—the Musketeers—will carry gifts and cards to the children at Harlem Hospital. These gifts and cards were made by the Girl Reserves themselves in their various handicraft clubs. bbox=[1279, 514, 1435, 642]
paragraph: Financially, the birthyear for December 23 should be rather good, but legal suits and news of family affairs will be rather disturbing. Papers and notes should be read very, very carefully before signing. bbox=[1111, 189, 1267, 265]
paragraph: A large number of new students will begin the Business and Civil Service courses at the Academy after the holidays. bbox=[20, 1400, 186, 1450]
portrait-image bbox=[746, 194, 924, 408]
paragraph: The Fleur-de-lis Club which is composed of the resident girls of the Brooklyn Y. W. C. A., held a business meeting and election of officers on Monday evening. bbox=[381, 1345, 551, 1408]
paragraph: Miss Beatrice Brown, stenographer in a downtown firm, will spend the holidays with her parents at Bristol, Penn. bbox=[20, 1455, 186, 1506]
paragraph: The men of our group who took the last Post Office clerk and carrier test were successful in making the grade. bbox=[20, 1357, 186, 1395]
paragraph: On Saturday evening, December 14, a group of Brooklyn girls met at the home of Mrs. Augusta Duckett, 504 Macon street, Brooklyn, to form a Social and Literary Club. bbox=[381, 558, 551, 622]
paragraph: Success and worthwhile honor comes for the birthyear of December 27 to those who can deserve these great honors. The diet should be carefully watched and plenty of time taken to eat properly. Those who give honesty and fair play a chance will not regret it. bbox=[1111, 604, 1267, 705]
table-cell: 7 bbox=[1071, 441, 1076, 452]
paragraph: The Education Department had a splendid exhibit of class work—dresses, hats, art novelties, etc., at the Exhibition of Women's Arts, Industries and Profession, at the Ashland Place Branch Y. W. C. A. in Brooklyn, on December 12 and 13. bbox=[1279, 1126, 1435, 1215]
subhead-harlem-tenants: HARLEM TENANTS LEAGUE bbox=[386, 1147, 545, 1159]
subhead-womens-neighborhood: WOMEN'S NEIGHBORHOOD IMPROVEMENT CLUB bbox=[570, 601, 727, 627]
